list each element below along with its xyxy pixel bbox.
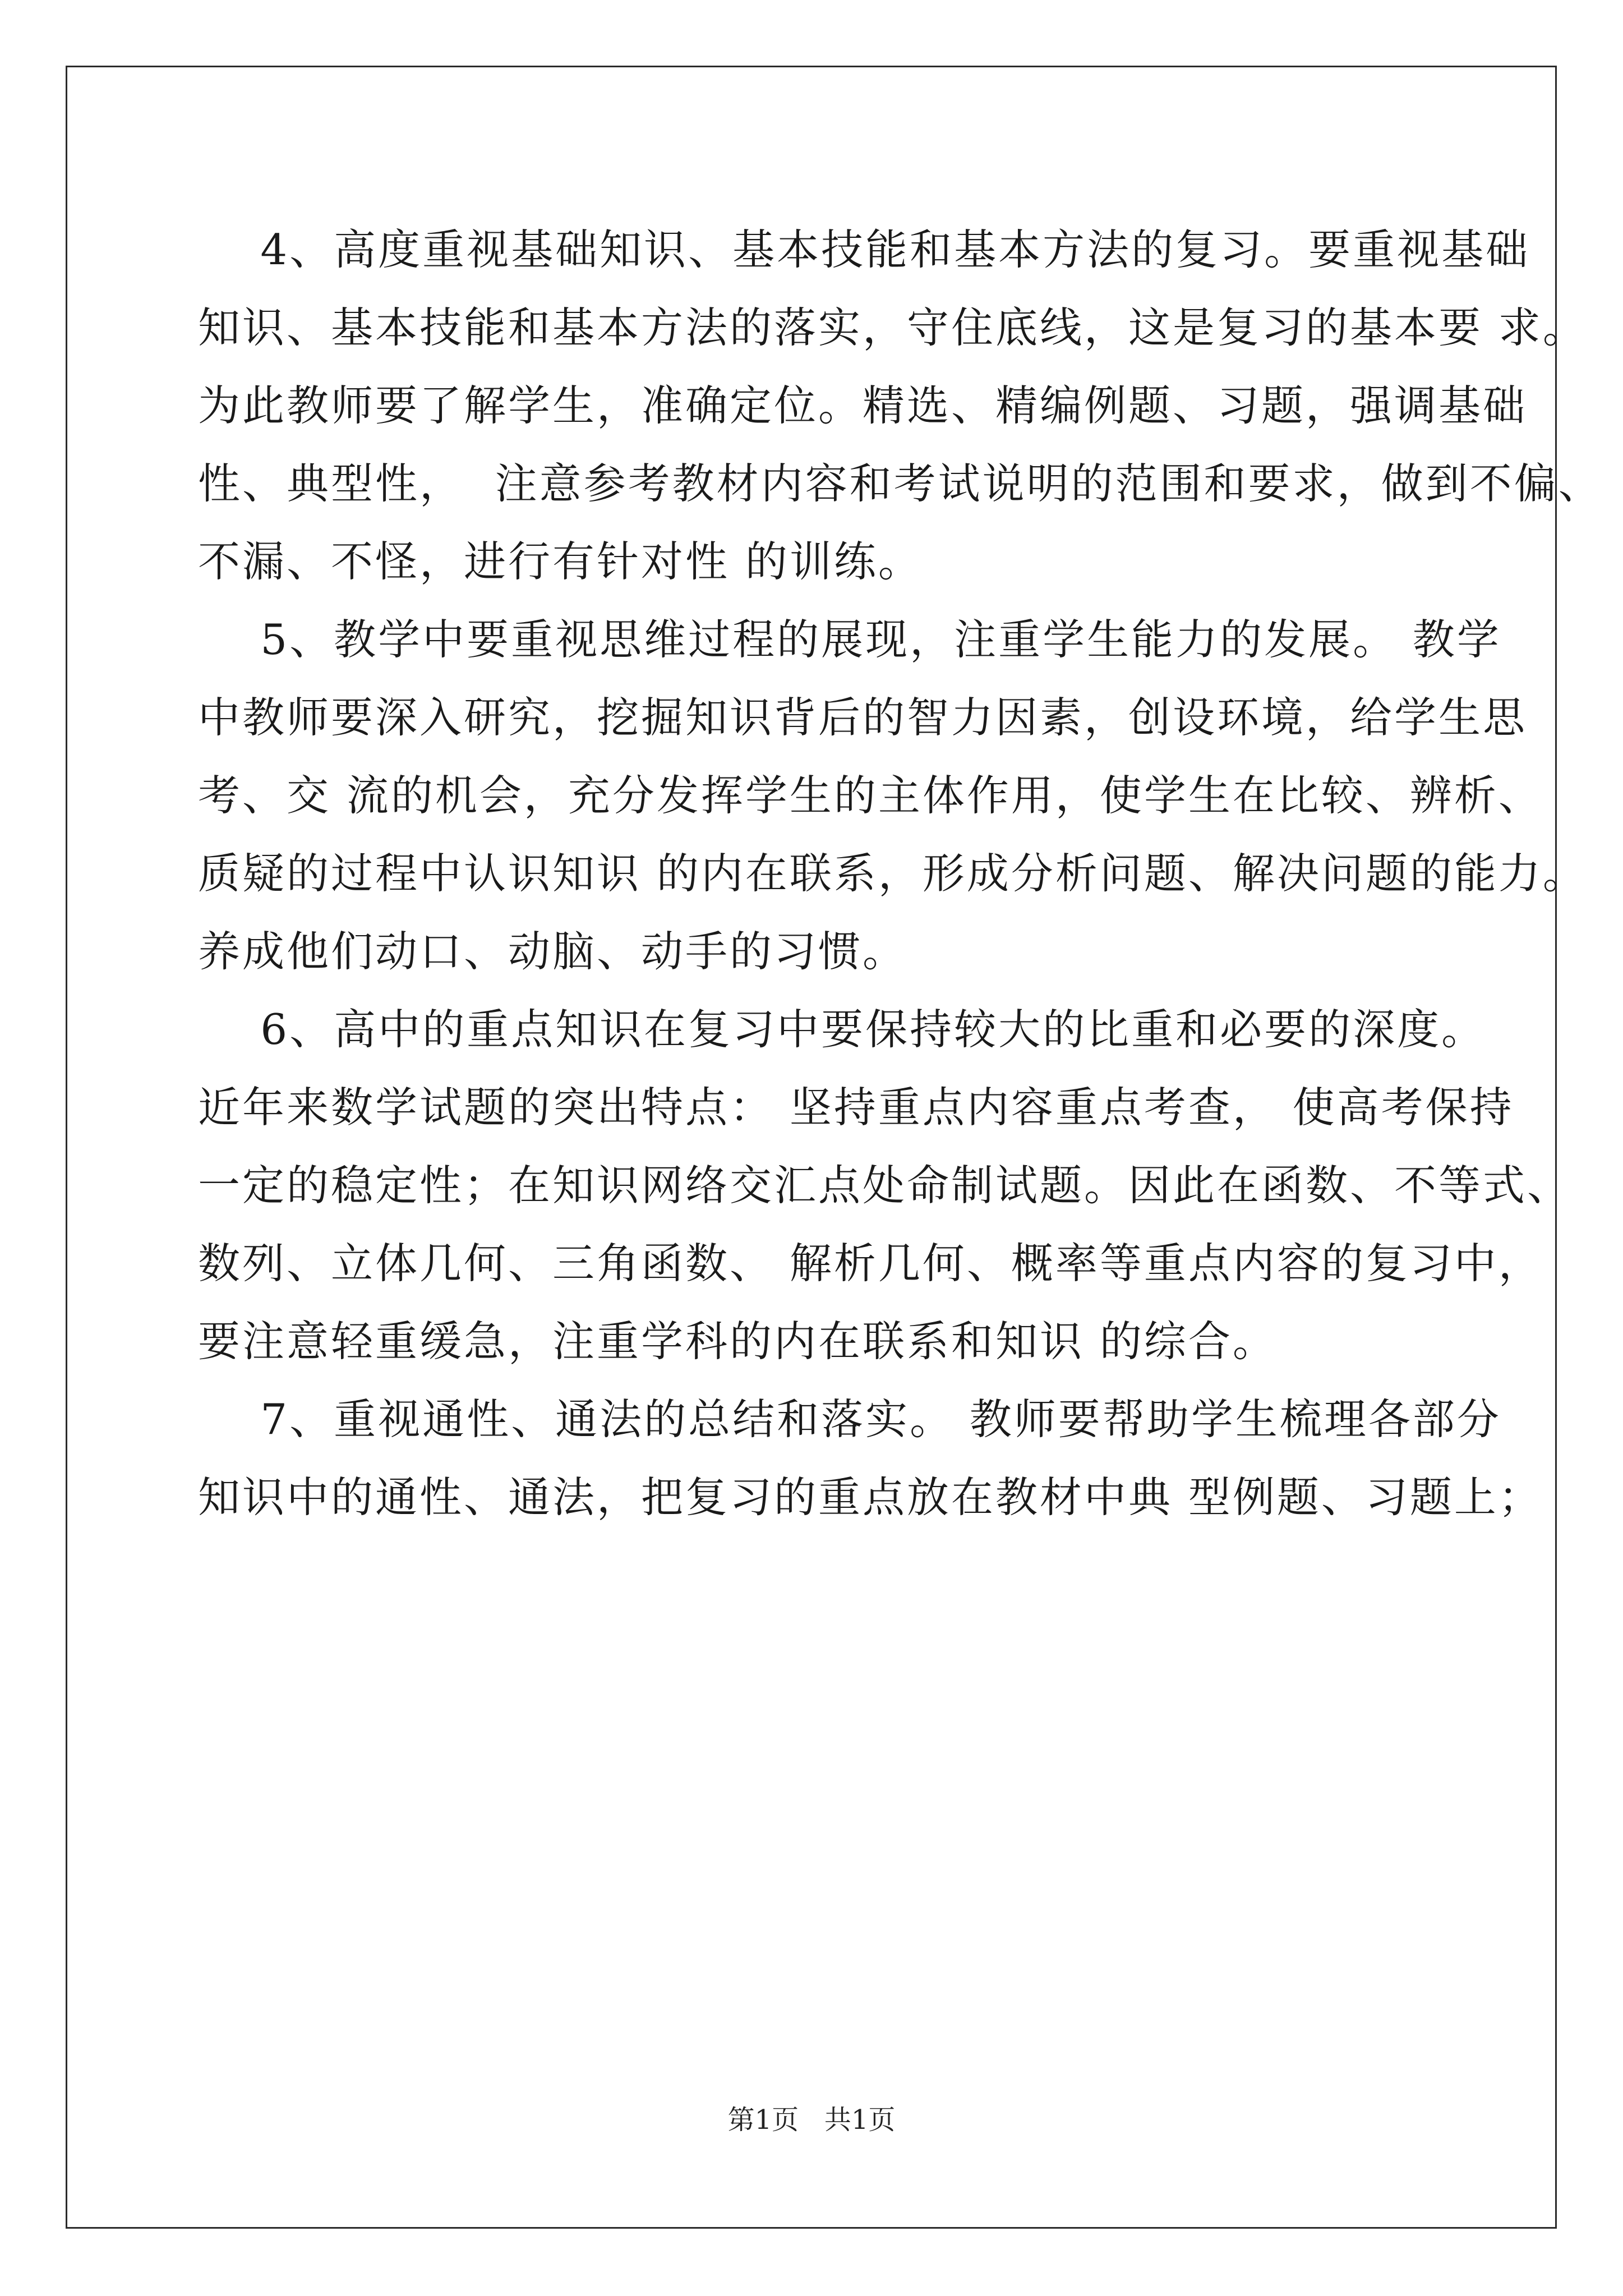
text-line: 一定的稳定性；在知识网络交汇点处命制试题。因此在函数、不等式、 bbox=[198, 1161, 1572, 1210]
text-line: 不漏、不怪，进行有针对性 的训练。 bbox=[198, 537, 923, 586]
text-line: 5、教学中要重视思维过程的展现，注重学生能力的发展。 教学 bbox=[198, 615, 1501, 664]
text-line: 4、高度重视基础知识、基本技能和基本方法的复习。要重视基础 bbox=[198, 225, 1530, 274]
text-line: 考、交 流的机会，充分发挥学生的主体作用，使学生在比较、辨析、 bbox=[198, 771, 1543, 820]
text-line: 为此教师要了解学生，准确定位。精选、精编例题、习题，强调基础 bbox=[198, 381, 1528, 430]
text-line: 质疑的过程中认识知识 的内在联系，形成分析问题、解决问题的能力。 bbox=[198, 849, 1587, 898]
text-line: 7、重视通性、通法的总结和落实。 教师要帮助学生梳理各部分 bbox=[198, 1395, 1501, 1444]
text-line: 6、高中的重点知识在复习中要保持较大的比重和必要的深度。 bbox=[198, 1005, 1486, 1054]
text-line: 性、典型性， 注意参考教材内容和考试说明的范围和要求，做到不偏、 bbox=[198, 459, 1603, 508]
text-line: 知识、基本技能和基本方法的落实，守住底线，这是复习的基本要 求。 bbox=[198, 303, 1587, 352]
page-footer: 第1页 共1页 bbox=[727, 2104, 896, 2136]
text-line: 知识中的通性、通法，把复习的重点放在教材中典 型例题、习题上； bbox=[198, 1473, 1543, 1522]
text-line: 中教师要深入研究，挖掘知识背后的智力因素，创设环境，给学生思 bbox=[198, 693, 1528, 742]
text-line: 养成他们动口、动脑、动手的习惯。 bbox=[198, 927, 907, 976]
text-line: 近年来数学试题的突出特点： 坚持重点内容重点考查， 使高考保持 bbox=[198, 1083, 1514, 1132]
text-line: 数列、立体几何、三角函数、 解析几何、概率等重点内容的复习中， bbox=[198, 1239, 1543, 1288]
text-line: 要注意轻重缓急，注重学科的内在联系和知识 的综合。 bbox=[198, 1317, 1277, 1366]
